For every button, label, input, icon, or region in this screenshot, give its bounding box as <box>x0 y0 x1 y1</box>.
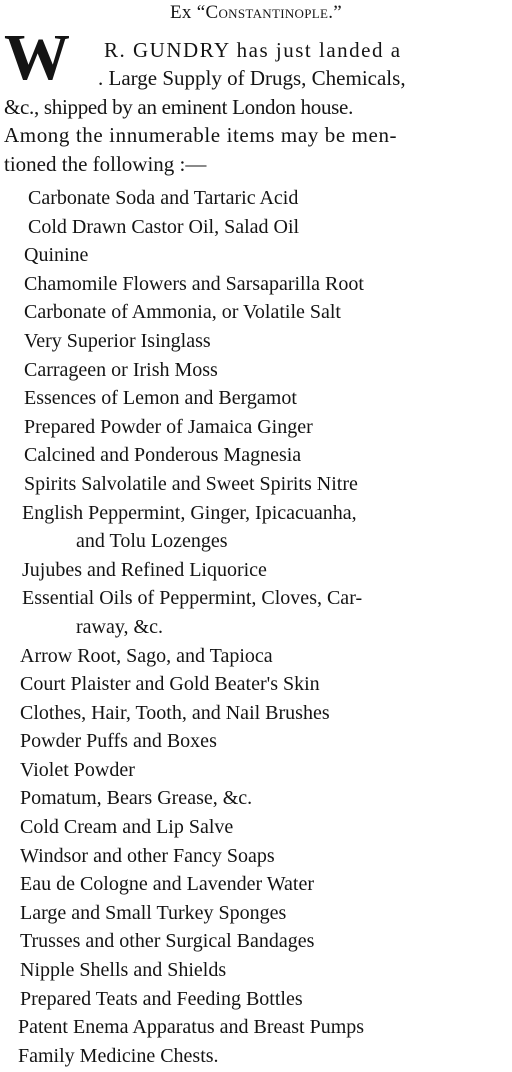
list-item: Violet Powder <box>20 758 135 781</box>
list-item: Jujubes and Refined Liquorice <box>22 558 267 581</box>
list-item: Essential Oils of Peppermint, Cloves, Car- <box>22 587 363 610</box>
intro-paragraph <box>4 36 510 178</box>
intro-line-3: &c., shipped by an eminent London house. <box>4 94 354 119</box>
shipment-heading <box>0 2 512 24</box>
list-item: Carbonate Soda and Tartaric Acid <box>28 187 299 209</box>
list-item: Clothes, Hair, Tooth, and Nail Brushes <box>20 701 330 724</box>
list-item: Carbonate of Ammonia, or Volatile Salt <box>24 301 341 324</box>
list-item: Very Superior Isinglass <box>24 329 211 352</box>
list-item: Patent Enema Apparatus and Breast Pumps <box>18 1016 365 1039</box>
list-item: raway, &c. <box>76 615 163 638</box>
intro-line-5: tioned the following :— <box>4 151 207 176</box>
list-item: Nipple Shells and Shields <box>20 959 227 982</box>
list-item: Calcined and Ponderous Magnesia <box>24 444 302 467</box>
list-item: Chamomile Flowers and Sarsaparilla Root <box>24 272 364 295</box>
intro-line-4: Among the innumerable items may be men- <box>4 123 398 148</box>
list-item: Family Medicine Chests. <box>18 1044 219 1067</box>
list-item: Court Plaister and Gold Beater's Skin <box>20 673 320 696</box>
list-item: Essences of Lemon and Bergamot <box>24 387 297 410</box>
list-item: Cold Cream and Lip Salve <box>20 816 234 839</box>
ship-name: Constantinople. <box>205 2 334 23</box>
item-list <box>0 184 512 1070</box>
list-item: Quinine <box>24 244 89 267</box>
drop-cap: W <box>4 21 68 94</box>
list-item: Prepared Powder of Jamaica Ginger <box>24 415 313 438</box>
heading-prefix: Ex “ <box>170 2 206 23</box>
list-item: Windsor and other Fancy Soaps <box>20 844 275 867</box>
list-item: Cold Drawn Castor Oil, Salad Oil <box>28 215 300 238</box>
list-item: Large and Small Turkey Sponges <box>20 901 287 924</box>
list-item: Pomatum, Bears Grease, &c. <box>20 787 253 810</box>
intro-line-1: R. GUNDRY has just landed a <box>104 38 402 62</box>
list-item: Trusses and other Surgical Bandages <box>20 930 315 953</box>
list-item: English Peppermint, Ginger, Ipicacuanha, <box>22 501 357 524</box>
list-item: and Tolu Lozenges <box>76 530 228 553</box>
intro-line-2: . Large Supply of Drugs, Chemicals, <box>98 66 406 91</box>
list-item: Powder Puffs and Boxes <box>20 730 217 753</box>
list-item: Prepared Teats and Feeding Bottles <box>20 987 303 1010</box>
list-item: Arrow Root, Sago, and Tapioca <box>20 644 273 667</box>
list-item: Spirits Salvolatile and Sweet Spirits Nitre <box>24 472 358 495</box>
list-item: Carrageen or Irish Moss <box>24 358 218 381</box>
heading-suffix: ” <box>333 2 342 23</box>
list-item: Eau de Cologne and Lavender Water <box>20 873 315 896</box>
